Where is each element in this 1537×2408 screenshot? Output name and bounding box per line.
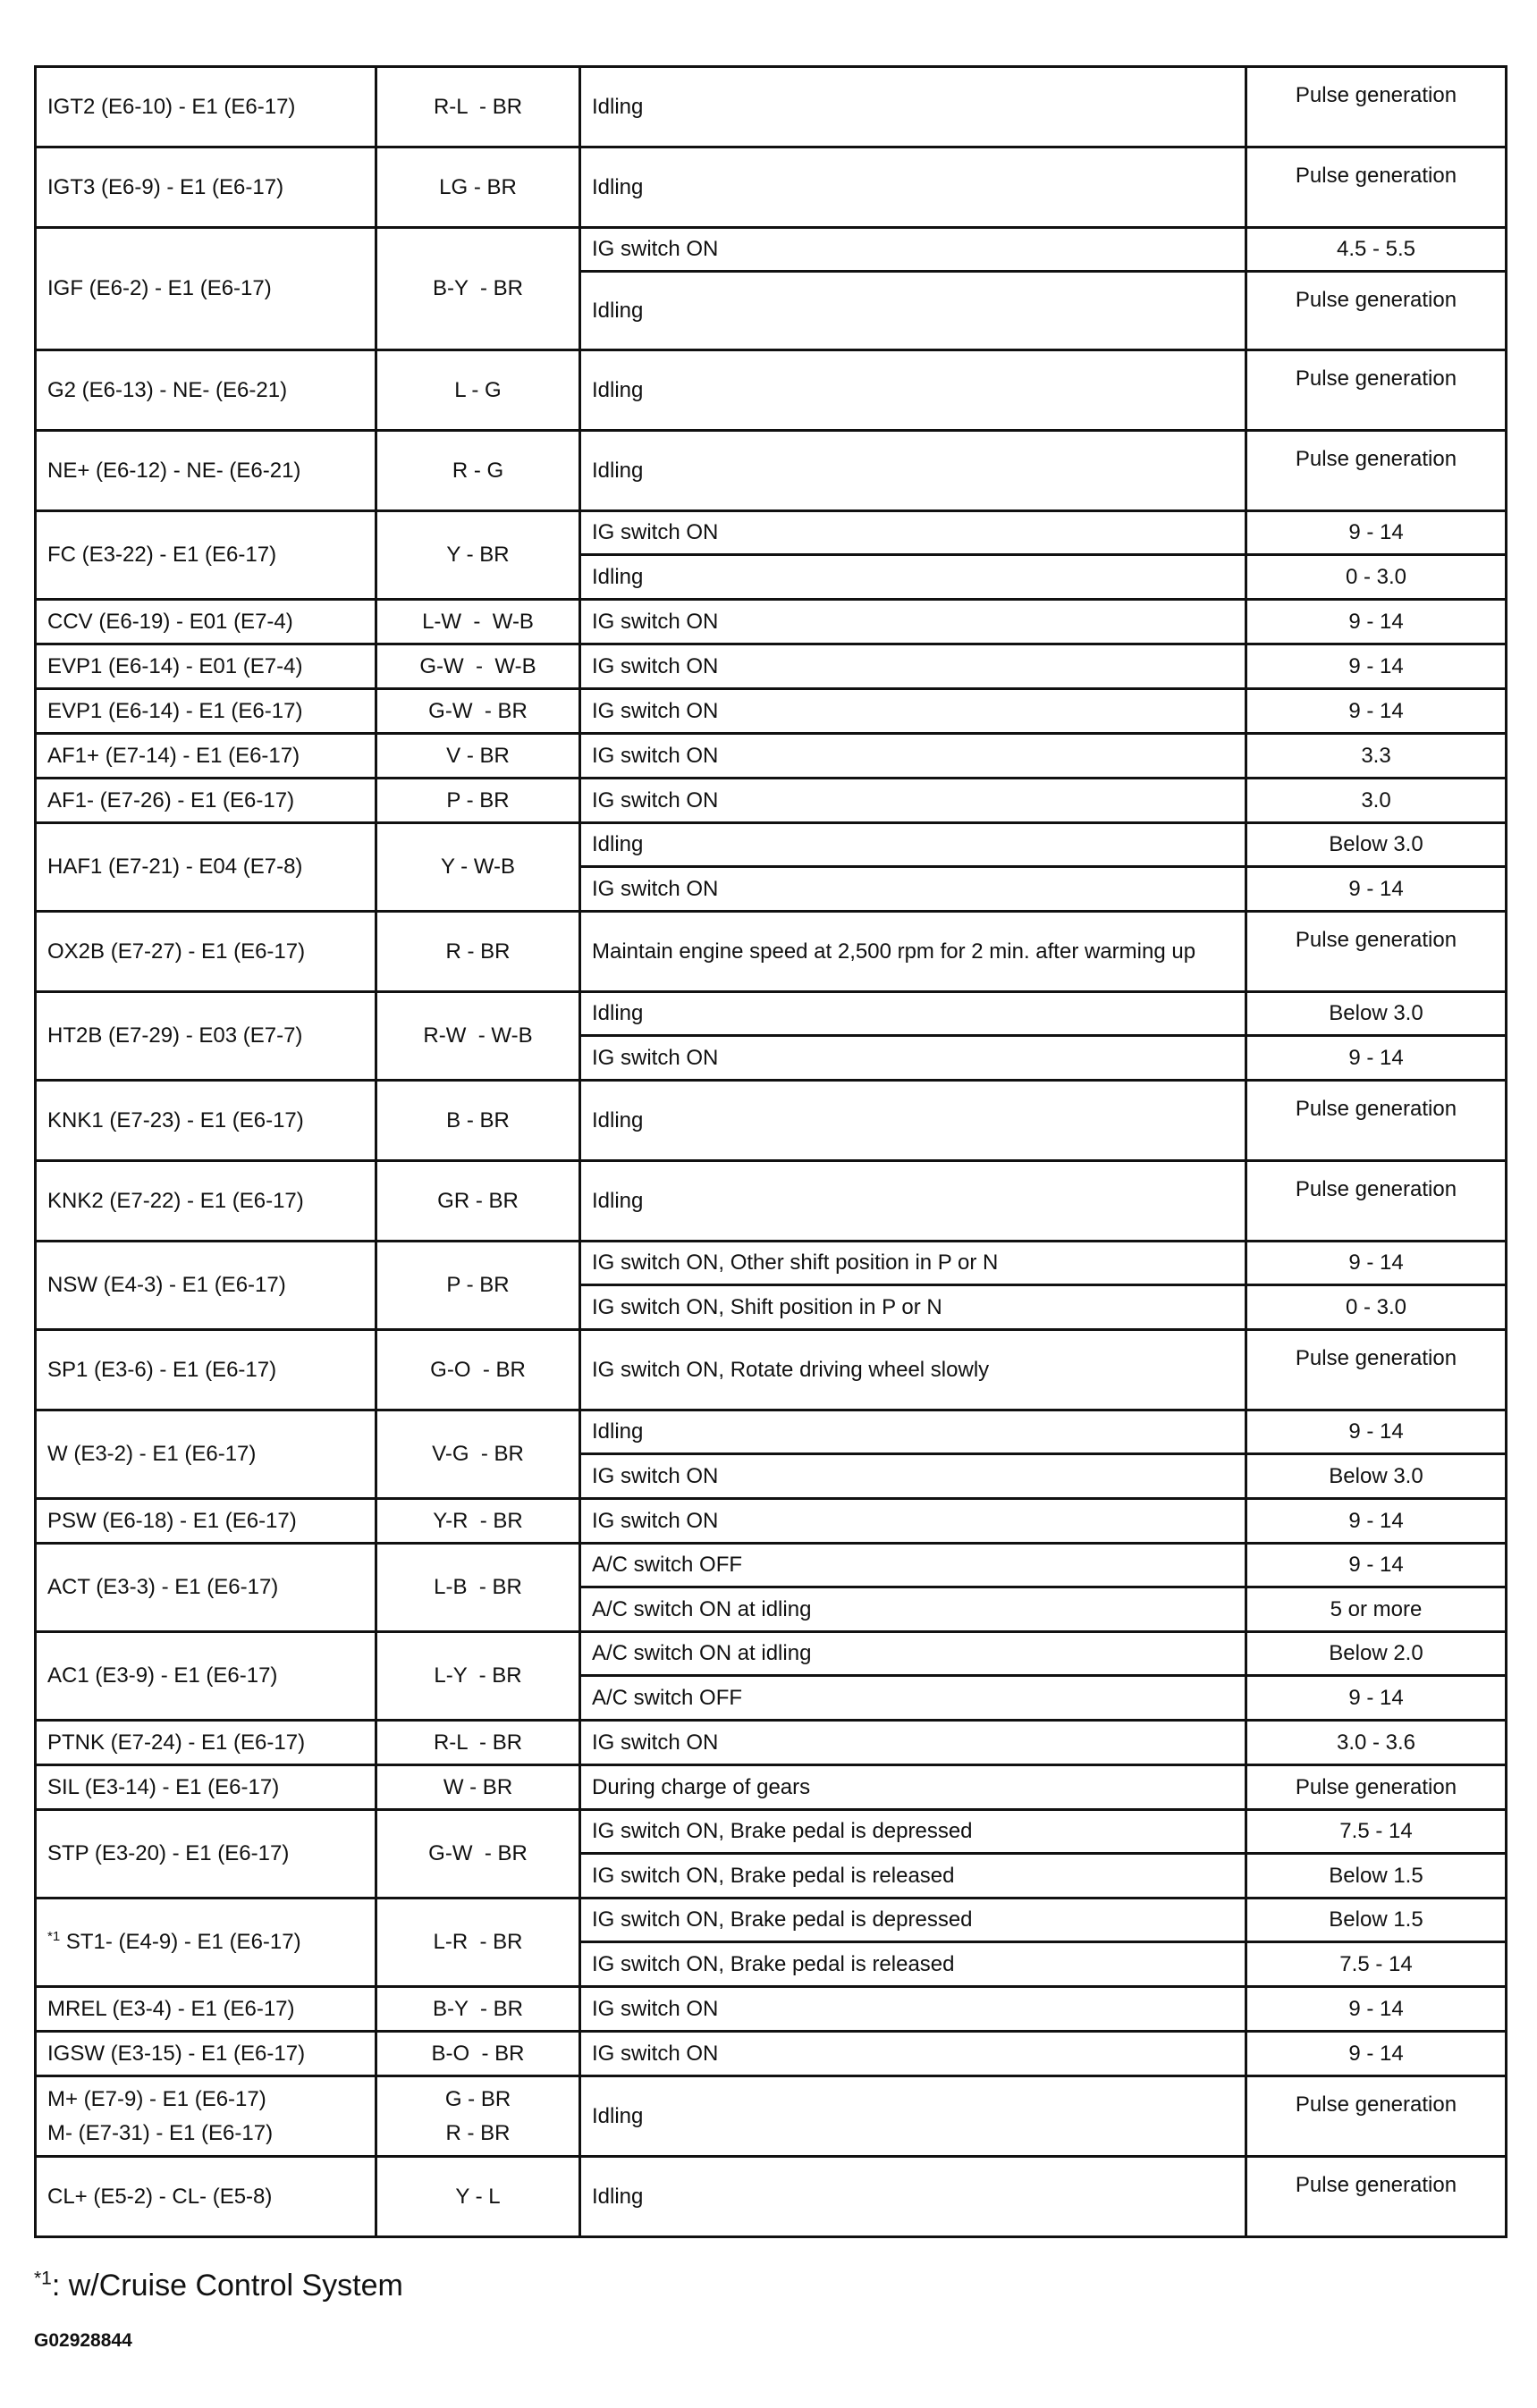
specified-condition-cell: Pulse generation	[1246, 912, 1507, 992]
condition-cell: IG switch ON, Other shift position in P or N	[580, 1242, 1246, 1285]
wiring-color-cell	[376, 1899, 580, 1987]
condition-cell: A/C switch OFF	[580, 1544, 1246, 1587]
terminal-label: HAF1 (E7-21) - E04 (E7-8)	[47, 855, 303, 880]
wiring-color-cell	[376, 1721, 580, 1765]
terminal-cell	[36, 350, 376, 431]
specified-condition-cell: Pulse generation	[1246, 67, 1507, 147]
condition-cell: IG switch ON	[580, 2032, 1246, 2076]
specified-condition-cell: 7.5 - 14	[1246, 1942, 1507, 1987]
specified-condition-cell: Pulse generation	[1246, 1765, 1507, 1810]
footnote	[34, 2269, 403, 2303]
condition-cell: IG switch ON, Shift position in P or N	[580, 1285, 1246, 1330]
wiring-color-cell	[376, 1810, 580, 1899]
condition-cell: Idling	[580, 992, 1246, 1036]
terminal-label: PSW (E6-18) - E1 (E6-17)	[47, 1508, 297, 1533]
figure-code: G02928844	[34, 2330, 132, 2351]
wiring-color: LG - BR	[439, 174, 517, 199]
specified-condition-cell: Pulse generation	[1246, 1161, 1507, 1242]
wiring-color: Y - W-B	[440, 855, 516, 880]
terminal-label: ACT (E3-3) - E1 (E6-17)	[47, 1575, 279, 1600]
condition-cell: Idling	[580, 147, 1246, 228]
terminal-label: EVP1 (E6-14) - E1 (E6-17)	[47, 698, 303, 723]
table-row	[36, 1161, 1507, 1242]
terminal-label: AC1 (E3-9) - E1 (E6-17)	[47, 1663, 278, 1688]
specified-condition-cell: 9 - 14	[1246, 1036, 1507, 1081]
specified-condition-cell: 5 or more	[1246, 1587, 1507, 1632]
wiring-color: L-Y - BR	[434, 1663, 522, 1688]
table-row	[36, 2032, 1507, 2076]
terminal-label: G2 (E6-13) - NE- (E6-21)	[47, 377, 288, 402]
specified-condition-cell: 3.3	[1246, 734, 1507, 779]
terminal-cell	[36, 644, 376, 689]
terminal-label: IGT3 (E6-9) - E1 (E6-17)	[47, 174, 284, 199]
wiring-color: Y-R - BR	[433, 1508, 523, 1533]
terminal-cell	[36, 147, 376, 228]
condition-cell: Idling	[580, 272, 1246, 350]
condition-cell: IG switch ON	[580, 867, 1246, 912]
wiring-color: G-W - BR	[428, 698, 528, 723]
condition-cell: A/C switch OFF	[580, 1676, 1246, 1721]
wiring-color-cell	[376, 431, 580, 511]
table-row	[36, 147, 1507, 228]
terminal-cell	[36, 1544, 376, 1632]
condition-cell: IG switch ON	[580, 1036, 1246, 1081]
terminal-cell	[36, 779, 376, 823]
wiring-color: G - BR	[444, 2087, 511, 2112]
specified-condition-cell: 9 - 14	[1246, 867, 1507, 912]
condition-cell: IG switch ON, Rotate driving wheel slowly	[580, 1330, 1246, 1410]
wiring-color-cell	[376, 1987, 580, 2032]
wiring-color-cell	[376, 350, 580, 431]
table-row	[36, 350, 1507, 431]
wiring-color: R-L - BR	[433, 94, 523, 119]
wiring-color-cell	[376, 67, 580, 147]
terminal-cell	[36, 2076, 376, 2157]
wiring-color: R-W - W-B	[423, 1023, 533, 1048]
specified-condition-cell: 3.0 - 3.6	[1246, 1721, 1507, 1765]
table-row	[36, 1632, 1507, 1676]
terminal-label: OX2B (E7-27) - E1 (E6-17)	[47, 939, 306, 964]
specified-condition-cell: 9 - 14	[1246, 600, 1507, 644]
footnote-mark: *1	[34, 2268, 52, 2289]
condition-cell: Idling	[580, 431, 1246, 511]
table-row	[36, 1330, 1507, 1410]
wiring-color: L-B - BR	[434, 1575, 522, 1600]
table-row	[36, 1242, 1507, 1285]
wiring-color-cell	[376, 1242, 580, 1330]
wiring-color-cell	[376, 1081, 580, 1161]
terminal-label: M- (E7-31) - E1 (E6-17)	[47, 2120, 274, 2145]
specified-condition-cell: 9 - 14	[1246, 1987, 1507, 2032]
specified-condition-cell: 9 - 14	[1246, 1499, 1507, 1544]
specified-condition-cell: 9 - 14	[1246, 511, 1507, 555]
terminal-cell	[36, 431, 376, 511]
terminal-cell	[36, 1499, 376, 1544]
condition-cell: Idling	[580, 350, 1246, 431]
terminal-label: NSW (E4-3) - E1 (E6-17)	[47, 1273, 286, 1298]
table-row	[36, 1544, 1507, 1587]
specified-condition-cell: Pulse generation	[1246, 2157, 1507, 2237]
table-row	[36, 1499, 1507, 1544]
table-row	[36, 779, 1507, 823]
terminal-cell	[36, 734, 376, 779]
terminal-label: ST1- (E4-9) - E1 (E6-17)	[65, 1930, 301, 1955]
wiring-color-cell	[376, 823, 580, 912]
terminal-label: STP (E3-20) - E1 (E6-17)	[47, 1841, 290, 1866]
condition-cell: Idling	[580, 67, 1246, 147]
condition-cell: Idling	[580, 555, 1246, 600]
terminal-label: AF1+ (E7-14) - E1 (E6-17)	[47, 743, 300, 768]
terminal-inspection-table	[34, 65, 1505, 2238]
table-row	[36, 511, 1507, 555]
wiring-color: GR - BR	[437, 1188, 519, 1213]
wiring-color-cell	[376, 1330, 580, 1410]
wiring-color-cell	[376, 1544, 580, 1632]
wiring-color-cell	[376, 1161, 580, 1242]
specified-condition-cell: Below 1.5	[1246, 1899, 1507, 1942]
terminal-label: MREL (E3-4) - E1 (E6-17)	[47, 1996, 295, 2021]
condition-cell: IG switch ON	[580, 511, 1246, 555]
terminal-cell	[36, 1899, 376, 1987]
specified-condition-cell: Below 1.5	[1246, 1854, 1507, 1899]
terminal-label: PTNK (E7-24) - E1 (E6-17)	[47, 1730, 306, 1755]
condition-cell: IG switch ON	[580, 644, 1246, 689]
condition-cell: IG switch ON	[580, 600, 1246, 644]
wiring-color-cell	[376, 912, 580, 992]
specified-condition-cell: Pulse generation	[1246, 431, 1507, 511]
wiring-color: L - G	[454, 377, 502, 402]
terminal-label: W (E3-2) - E1 (E6-17)	[47, 1442, 257, 1467]
specified-condition-cell: Below 3.0	[1246, 992, 1507, 1036]
condition-cell: IG switch ON, Brake pedal is released	[580, 1942, 1246, 1987]
terminal-cell	[36, 228, 376, 350]
wiring-color-cell	[376, 2076, 580, 2157]
condition-cell: IG switch ON, Brake pedal is depressed	[580, 1810, 1246, 1854]
condition-cell: IG switch ON	[580, 779, 1246, 823]
wiring-color: G-W - W-B	[419, 653, 536, 678]
table-row	[36, 1081, 1507, 1161]
specified-condition-cell: 4.5 - 5.5	[1246, 228, 1507, 272]
wiring-color-cell	[376, 600, 580, 644]
wiring-color-cell	[376, 689, 580, 734]
table-row	[36, 689, 1507, 734]
table-row	[36, 734, 1507, 779]
terminal-cell	[36, 1987, 376, 2032]
terminal-label: KNK2 (E7-22) - E1 (E6-17)	[47, 1188, 304, 1213]
specified-condition-cell: 9 - 14	[1246, 1676, 1507, 1721]
specified-condition-cell: 0 - 3.0	[1246, 1285, 1507, 1330]
terminal-label: IGT2 (E6-10) - E1 (E6-17)	[47, 94, 296, 119]
specified-condition-cell: 0 - 3.0	[1246, 555, 1507, 600]
condition-cell: IG switch ON	[580, 1721, 1246, 1765]
condition-cell: IG switch ON	[580, 689, 1246, 734]
wiring-color: L-W - W-B	[422, 609, 534, 634]
table-row	[36, 600, 1507, 644]
specified-condition-cell: Pulse generation	[1246, 272, 1507, 350]
terminal-label: KNK1 (E7-23) - E1 (E6-17)	[47, 1107, 304, 1132]
wiring-color: R - BR	[445, 939, 511, 964]
condition-cell: Maintain engine speed at 2,500 rpm for 2 min. after warming up	[580, 912, 1246, 992]
wiring-color-cell	[376, 2032, 580, 2076]
table-row	[36, 2157, 1507, 2237]
terminal-label: SIL (E3-14) - E1 (E6-17)	[47, 1774, 280, 1799]
table-body	[36, 67, 1507, 2237]
condition-cell: IG switch ON	[580, 1987, 1246, 2032]
terminal-cell	[36, 67, 376, 147]
terminal-cell	[36, 823, 376, 912]
wiring-color: B-O - BR	[431, 2041, 525, 2066]
table-row	[36, 1810, 1507, 1854]
wiring-color: W - BR	[443, 1774, 513, 1799]
wiring-color-cell	[376, 992, 580, 1081]
terminal-cell	[36, 1810, 376, 1899]
table-row	[36, 1721, 1507, 1765]
table-row	[36, 823, 1507, 867]
terminal-cell	[36, 689, 376, 734]
condition-cell: Idling	[580, 1410, 1246, 1454]
condition-cell: Idling	[580, 1081, 1246, 1161]
condition-cell: IG switch ON, Brake pedal is depressed	[580, 1899, 1246, 1942]
condition-cell: Idling	[580, 1161, 1246, 1242]
table-row	[36, 2076, 1507, 2157]
table-row	[36, 431, 1507, 511]
terminal-cell	[36, 1330, 376, 1410]
wiring-color: P - BR	[446, 787, 510, 812]
wiring-color: B-Y - BR	[433, 1996, 523, 2021]
wiring-color: B - BR	[446, 1107, 510, 1132]
footnote-text: : w/Cruise Control System	[51, 2269, 403, 2303]
wiring-color: V - BR	[446, 743, 510, 768]
wiring-color: L-R - BR	[433, 1930, 523, 1955]
wiring-color-cell	[376, 644, 580, 689]
terminal-cell	[36, 992, 376, 1081]
condition-cell: IG switch ON	[580, 734, 1246, 779]
wiring-color-cell	[376, 1765, 580, 1810]
terminal-cell	[36, 1410, 376, 1499]
terminal-label: EVP1 (E6-14) - E01 (E7-4)	[47, 653, 303, 678]
wiring-color: R - BR	[445, 2120, 511, 2145]
table-row	[36, 1410, 1507, 1454]
condition-cell: During charge of gears	[580, 1765, 1246, 1810]
terminal-cell	[36, 1242, 376, 1330]
terminal-cell	[36, 1161, 376, 1242]
table-row	[36, 912, 1507, 992]
terminal-cell	[36, 600, 376, 644]
wiring-color-cell	[376, 1632, 580, 1721]
terminal-label: NE+ (E6-12) - NE- (E6-21)	[47, 458, 301, 483]
wiring-color: Y - L	[455, 2184, 501, 2209]
condition-cell: Idling	[580, 2076, 1246, 2157]
specified-condition-cell: 9 - 14	[1246, 2032, 1507, 2076]
terminal-cell	[36, 912, 376, 992]
wiring-color: V-G - BR	[432, 1442, 524, 1467]
specified-condition-cell: Pulse generation	[1246, 350, 1507, 431]
terminal-label: M+ (E7-9) - E1 (E6-17)	[47, 2087, 266, 2112]
wiring-color: P - BR	[446, 1273, 510, 1298]
wiring-color: B-Y - BR	[433, 276, 523, 301]
terminal-cell	[36, 2032, 376, 2076]
table-row	[36, 67, 1507, 147]
specified-condition-cell: Below 3.0	[1246, 823, 1507, 867]
wiring-color: R-L - BR	[433, 1730, 523, 1755]
condition-cell: IG switch ON	[580, 1499, 1246, 1544]
table-row	[36, 992, 1507, 1036]
table-row	[36, 1765, 1507, 1810]
wiring-color: Y - BR	[446, 543, 510, 568]
terminal-label: CCV (E6-19) - E01 (E7-4)	[47, 609, 293, 634]
terminal-cell	[36, 2157, 376, 2237]
specified-condition-cell: Pulse generation	[1246, 2076, 1507, 2157]
terminal-label: CL+ (E5-2) - CL- (E5-8)	[47, 2184, 273, 2209]
specified-condition-cell: Pulse generation	[1246, 1081, 1507, 1161]
terminal-cell	[36, 1632, 376, 1721]
specified-condition-cell: Pulse generation	[1246, 1330, 1507, 1410]
terminal-label: IGF (E6-2) - E1 (E6-17)	[47, 276, 272, 301]
wiring-color-cell	[376, 779, 580, 823]
specified-condition-cell: Below 3.0	[1246, 1454, 1507, 1499]
terminal-cell	[36, 1765, 376, 1810]
specified-condition-cell: 7.5 - 14	[1246, 1810, 1507, 1854]
condition-cell: IG switch ON	[580, 228, 1246, 272]
terminal-label: FC (E3-22) - E1 (E6-17)	[47, 543, 277, 568]
wiring-color-cell	[376, 1410, 580, 1499]
specified-condition-cell: 9 - 14	[1246, 689, 1507, 734]
condition-cell: IG switch ON	[580, 1454, 1246, 1499]
wiring-color: G-O - BR	[430, 1357, 526, 1382]
terminal-label: HT2B (E7-29) - E03 (E7-7)	[47, 1023, 303, 1048]
footnote-marker: *1	[47, 1929, 61, 1945]
wiring-color: G-W - BR	[428, 1841, 528, 1866]
specified-condition-cell: 9 - 14	[1246, 1410, 1507, 1454]
terminal-cell	[36, 1721, 376, 1765]
specified-condition-cell: 9 - 14	[1246, 1544, 1507, 1587]
wiring-color: R - G	[452, 458, 504, 483]
wiring-color-cell	[376, 2157, 580, 2237]
wiring-color-cell	[376, 228, 580, 350]
condition-cell: Idling	[580, 2157, 1246, 2237]
specified-condition-cell: 3.0	[1246, 779, 1507, 823]
terminal-label: SP1 (E3-6) - E1 (E6-17)	[47, 1357, 277, 1382]
terminal-cell	[36, 1081, 376, 1161]
table-row	[36, 228, 1507, 272]
wiring-color-cell	[376, 734, 580, 779]
condition-cell: Idling	[580, 823, 1246, 867]
wiring-color-cell	[376, 511, 580, 600]
wiring-color-cell	[376, 1499, 580, 1544]
specified-condition-cell: 9 - 14	[1246, 644, 1507, 689]
table-row	[36, 1987, 1507, 2032]
condition-cell: A/C switch ON at idling	[580, 1587, 1246, 1632]
specified-condition-cell: Pulse generation	[1246, 147, 1507, 228]
condition-cell: A/C switch ON at idling	[580, 1632, 1246, 1676]
terminal-label: IGSW (E3-15) - E1 (E6-17)	[47, 2041, 306, 2066]
specified-condition-cell: 9 - 14	[1246, 1242, 1507, 1285]
table-row	[36, 1899, 1507, 1942]
table-row	[36, 644, 1507, 689]
specified-condition-cell: Below 2.0	[1246, 1632, 1507, 1676]
terminal-label: AF1- (E7-26) - E1 (E6-17)	[47, 787, 295, 812]
terminal-cell	[36, 511, 376, 600]
wiring-color-cell	[376, 147, 580, 228]
condition-cell: IG switch ON, Brake pedal is released	[580, 1854, 1246, 1899]
